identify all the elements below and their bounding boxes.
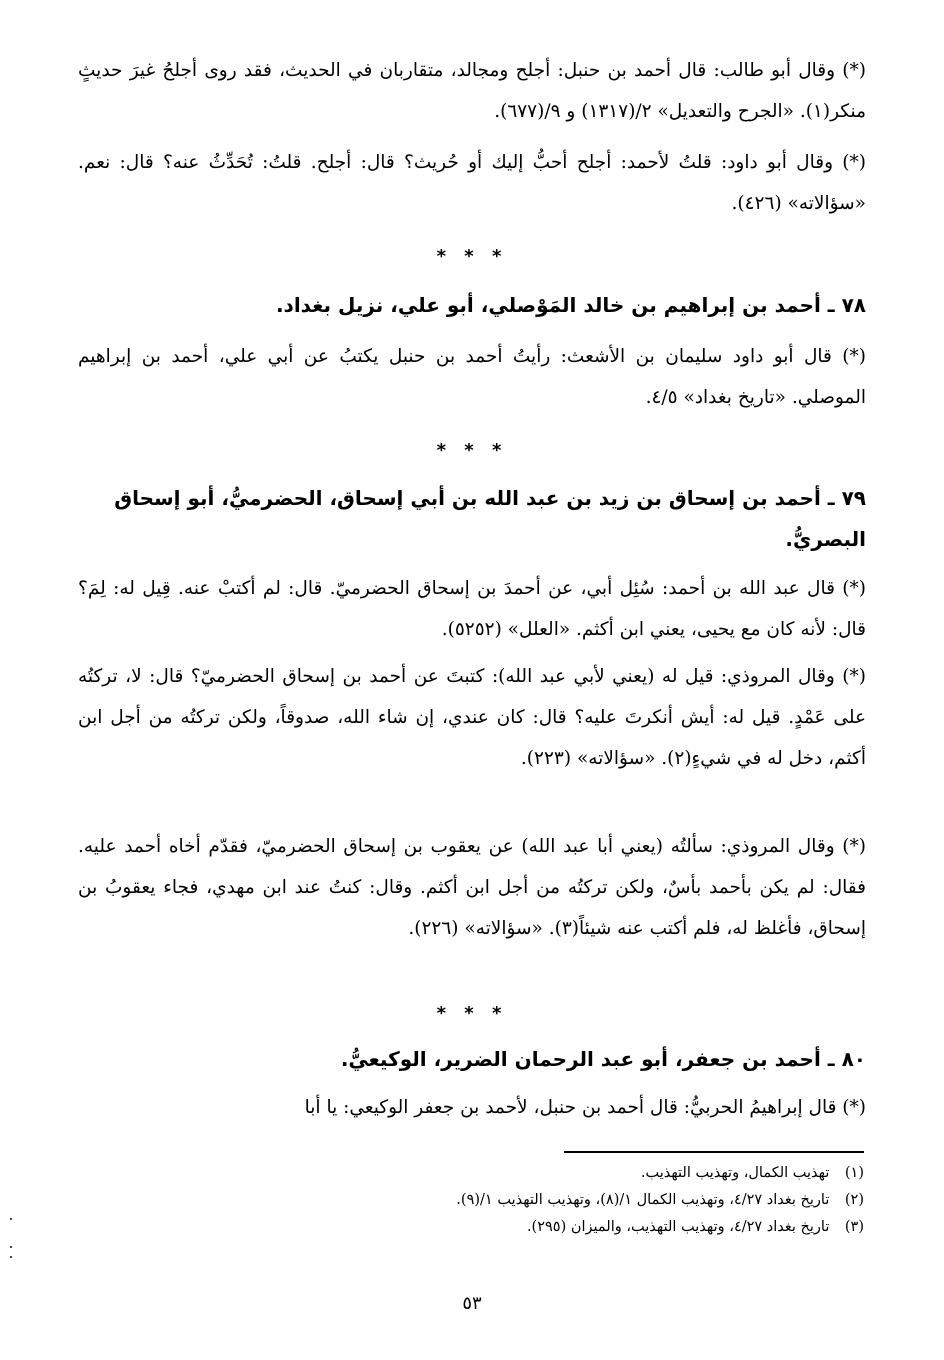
entry-heading-80: ٨٠ ـ أحمد بن جعفر، أبو عبد الرحمان الضرير، الوكيعيُّ.: [340, 1047, 866, 1071]
footnote-number: (٣): [844, 1219, 864, 1235]
paragraph-7: (*) قال إبراهيمُ الحربيُّ: قال أحمد بن حنبل، لأحمد بن جعفر الوكيعي: يا أبا: [304, 1097, 866, 1118]
footnote-text: تهذيب الكمال، وتهذيب التهذيب.: [640, 1165, 830, 1181]
page-number: ٥٣: [462, 1293, 482, 1314]
scan-mark: [10, 1246, 12, 1248]
entry-heading-79: ٧٩ ـ أحمد بن إسحاق بن زيد بن عبد الله بن أبي إسحاق، الحضرميُّ، أبو إسحاق البصريُّ.: [114, 486, 866, 551]
paragraph-6: (*) وقال المروذي: سألتُه (يعني أبا عبد الله) عن يعقوب بن إسحاق الحضرميّ، فقدّم أخاه أحمد عليه. فقال: لم يكن بأحمد بأسٌ، ولكن تركتُه من أجل ابن أكثم. وقال: كنتُ عند ابن مهدي، فجاء يعقوبُ بن إسحاق، فأغلظ له، فلم أكتب عنه شيئاً(٣). «سؤالاته» (٢٢٦).: [78, 836, 866, 939]
footnote-text: تاريخ بغداد ٤/٢٧، وتهذيب الكمال ١/(٨)، وتهذيب التهذيب ١/(٩).: [456, 1192, 830, 1208]
paragraph-3: (*) قال أبو داود سليمان بن الأشعث: رأيتُ أحمد بن حنبل يكتبُ عن أبي علي، أحمد بن إبراهيم الموصلي. «تاريخ بغداد» ٤/٥.: [78, 346, 866, 408]
footnote-text: تاريخ بغداد ٤/٢٧، وتهذيب التهذيب، والميزان (٢٩٥).: [526, 1219, 830, 1235]
paragraph-4: (*) قال عبد الله بن أحمد: سُئِل أبي، عن أحمدَ بن إسحاق الحضرميّ. قال: لم أكتبْ عنه. قِيل له: لِمَ؟ قال: لأنه كان مع يحيى، يعني ابن أكثم. «العلل» (٥٢٥٢).: [78, 578, 866, 640]
scan-mark: [10, 1256, 12, 1258]
section-separator-2: * * *: [436, 440, 508, 461]
scan-mark: [10, 1218, 12, 1220]
footnotes: [100, 1160, 864, 1241]
paragraph-2: (*) وقال أبو داود: قلتُ لأحمد: أجلح أحبُّ إليك أو حُريث؟ قال: أجلح. قلتُ: تُحَدِّثُ عنه؟ قال: نعم. «سؤالاته» (٤٢٦).: [78, 152, 866, 214]
section-separator-3: * * *: [436, 1003, 508, 1024]
footnote-2: [100, 1187, 864, 1214]
footnote-number: (١): [844, 1165, 864, 1181]
paragraph-5: (*) وقال المروذي: قيل له (يعني لأبي عبد الله): كتبتَ عن أحمد بن إسحاق الحضرميّ؟ قال: لا، تركتُه على عَمْدٍ. قيل له: أيش أنكرتَ عليه؟ قال: كان عندي، إن شاء الله، صدوقاً، ولكن تركتُه من أجل ابن أكثم، دخل له في شيءٍ(٢). «سؤالاته» (٢٢٣).: [78, 666, 866, 769]
footnote-3: [100, 1214, 864, 1241]
footnote-divider: [564, 1151, 864, 1153]
footnote-number: (٢): [844, 1192, 864, 1208]
entry-heading-78: ٧٨ ـ أحمد بن إبراهيم بن خالد المَوْصلي، أبو علي، نزيل بغداد.: [275, 293, 866, 317]
footnote-1: [100, 1160, 864, 1187]
paragraph-1: (*) وقال أبو طالب: قال أحمد بن حنبل: أجلح ومجالد، متقاربان في الحديث، فقد روى أجلحُ غيرَ حديثٍ منكر(١). «الجرح والتعديل» ٢/(١٣١٧) و ٩/(٦٧٧).: [78, 60, 866, 122]
section-separator-1: * * *: [436, 246, 508, 267]
